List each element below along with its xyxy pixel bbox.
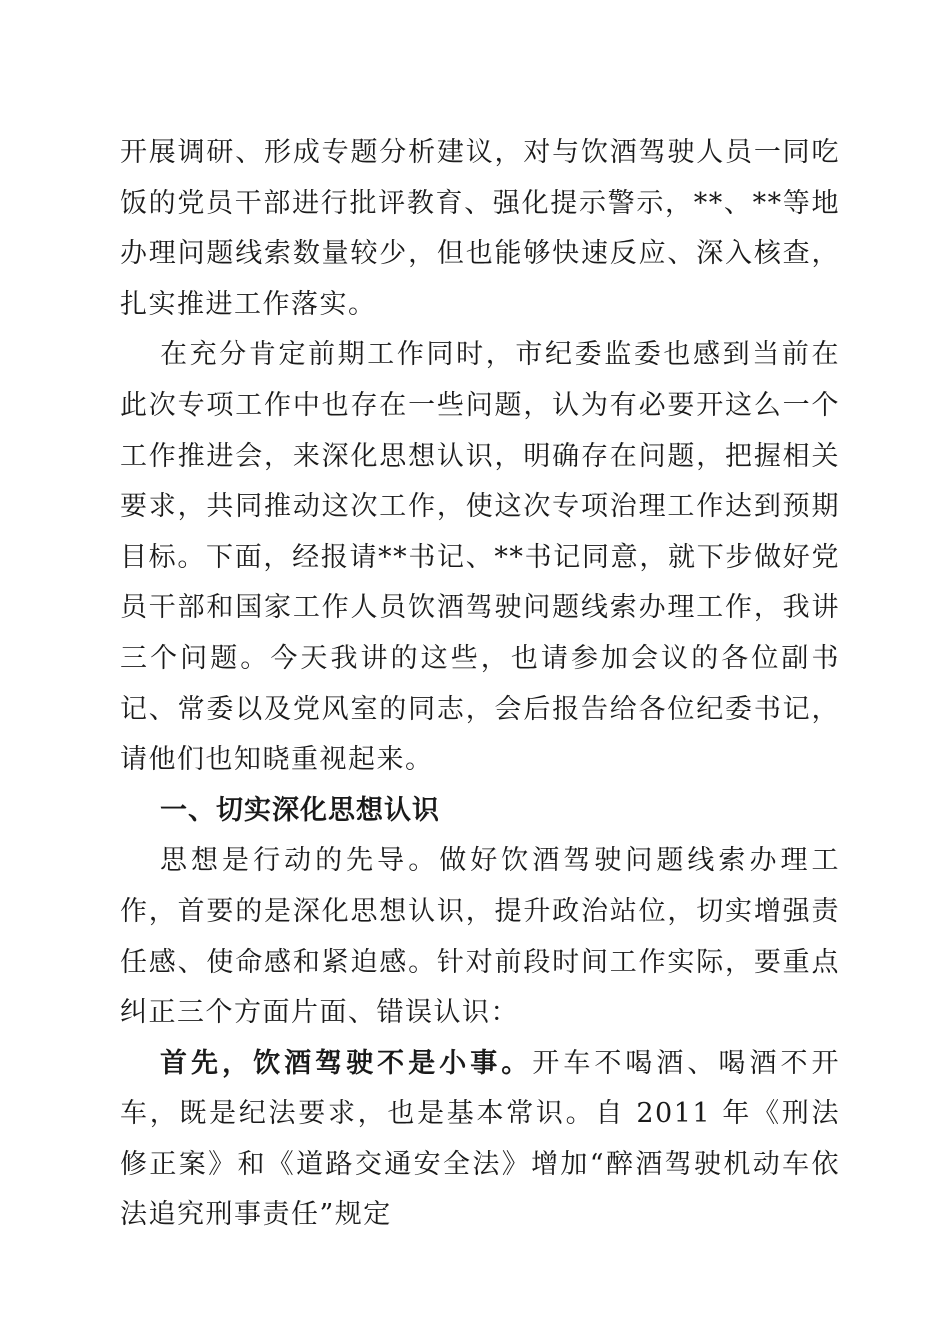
first-point-body: 开车不喝酒、喝酒不开车，既是纪法要求，也是基本常识。自 2011 年《刑法修正案》和《道路交通安全法》增加“醉酒驾驶机动车依法追究刑事责任”规定: [120, 1047, 841, 1231]
document-body: [120, 128, 840, 1241]
paragraph-continued: 开展调研、形成专题分析建议，对与饮酒驾驶人员一同吃饭的党员干部进行批评教育、强化提示警示，**、**等地办理问题线索数量较少，但也能够快速反应、深入核查，扎实推进工作落实。: [120, 137, 840, 320]
paragraph-review: 在充分肯定前期工作同时，市纪委监委也感到当前在此次专项工作中也存在一些问题，认为有必要开这么一个工作推进会，来深化思想认识，明确存在问题，把握相关要求，共同推动这次工作，使这次专项治理工作达到预期目标。下面，经报请**书记、**书记同意，就下步做好党员干部和国家工作人员饮酒驾驶问题线索办理工作，我讲三个问题。今天我讲的这些，也请参加会议的各位副书记、常委以及党风室的同志，会后报告给各位纪委书记，请他们也知晓重视起来。: [120, 339, 840, 776]
paragraph-thinking: 思想是行动的先导。做好饮酒驾驶问题线索办理工作，首要的是深化思想认识，提升政治站位，切实增强责任感、使命感和紧迫感。针对前段时间工作实际，要重点纠正三个方面片面、错误认识：: [120, 845, 840, 1029]
paragraph-first-point: [120, 1039, 840, 1241]
section-heading-1: 一、切实深化思想认识: [160, 794, 440, 826]
first-point-lead: 首先，饮酒驾驶不是小事。: [160, 1047, 533, 1079]
